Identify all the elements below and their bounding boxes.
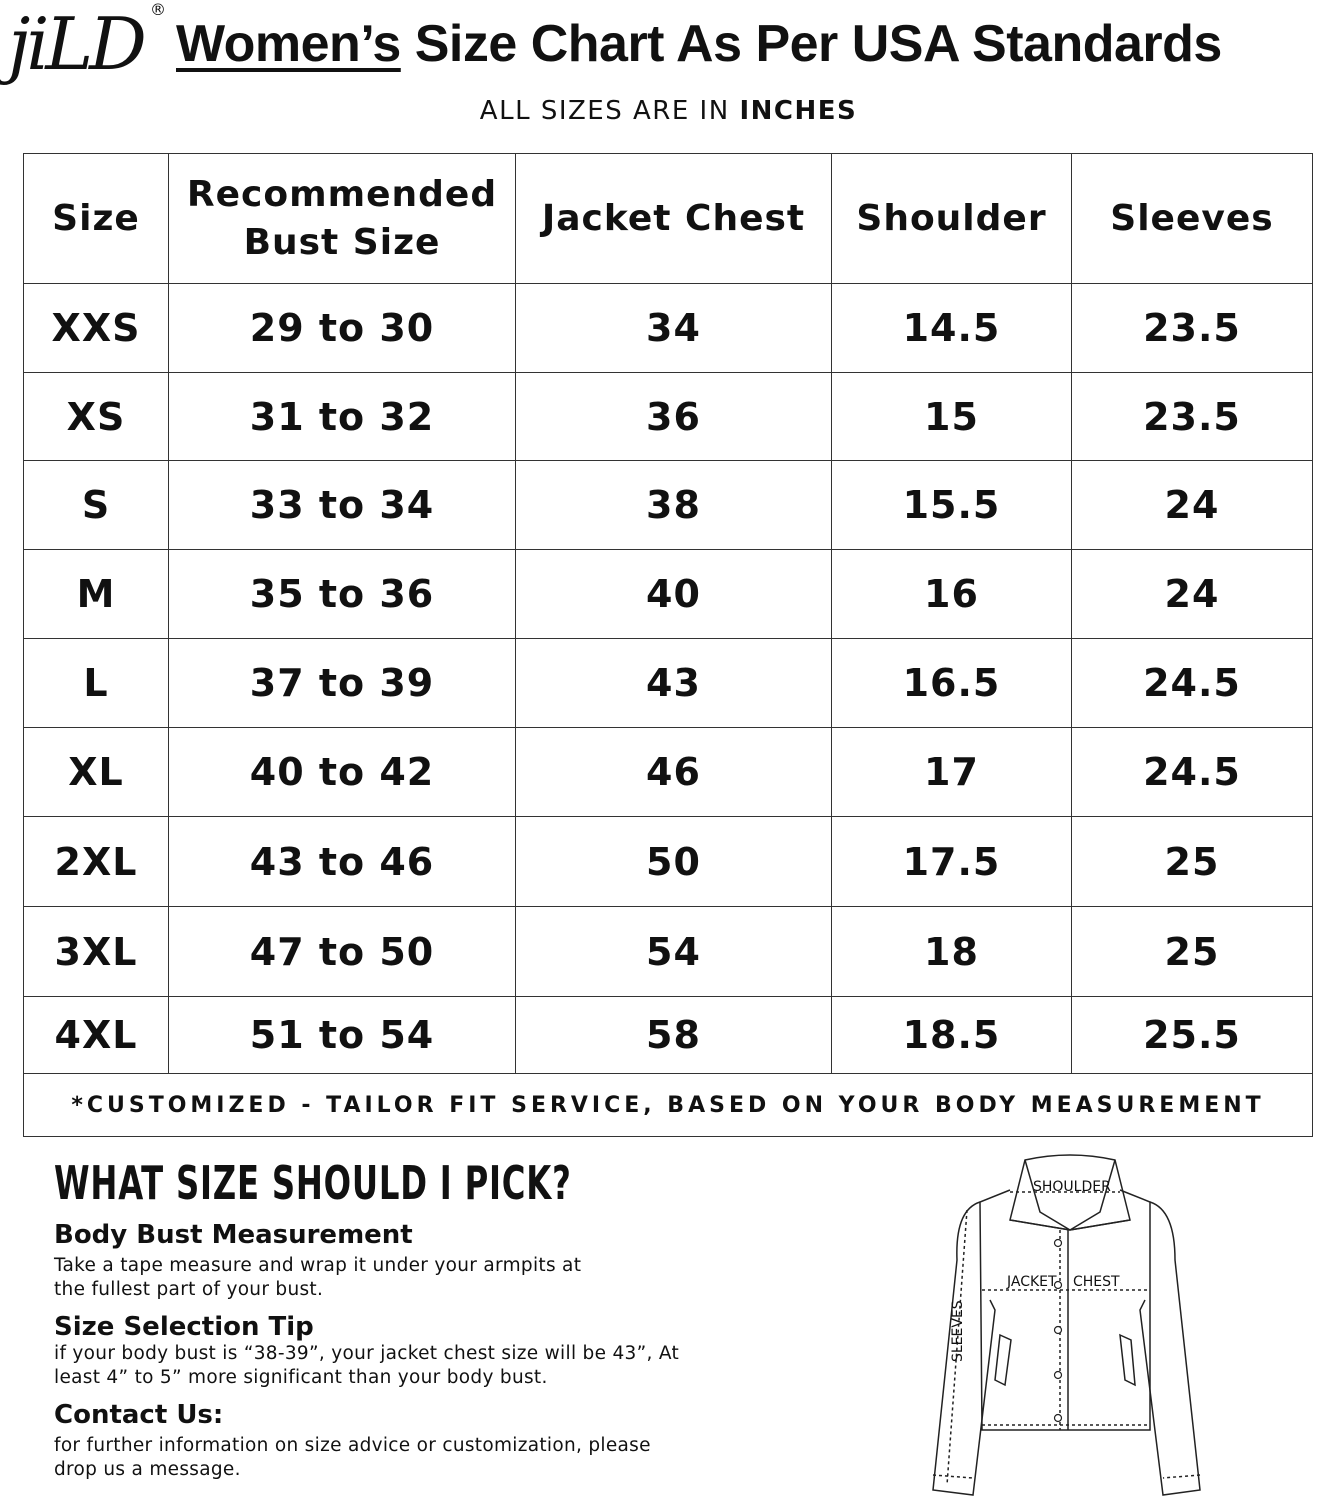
cell-size: 2XL [24, 817, 169, 907]
right-pocket [1120, 1335, 1135, 1385]
cell-size: XL [24, 728, 169, 817]
cell-shoulder: 14.5 [832, 284, 1072, 373]
table-row [24, 639, 1313, 728]
right-sleeve [1140, 1202, 1200, 1495]
cell-size: S [24, 461, 169, 550]
chest-label: CHEST [1073, 1274, 1120, 1290]
cell-chest: 40 [516, 550, 832, 639]
table-row [24, 997, 1313, 1074]
cell-bust: 47 to 50 [169, 907, 516, 997]
cell-sleeves: 24.5 [1072, 639, 1313, 728]
cell-shoulder: 17.5 [832, 817, 1072, 907]
cell-chest: 43 [516, 639, 832, 728]
table-row [24, 817, 1313, 907]
cell-size: L [24, 639, 169, 728]
button [1055, 1240, 1062, 1247]
jacket-body [980, 1190, 1150, 1430]
button [1055, 1327, 1062, 1334]
cell-sleeves: 25 [1072, 907, 1313, 997]
table-header-row [24, 154, 1313, 284]
cell-size: XS [24, 373, 169, 461]
header-shoulder: Shoulder [832, 154, 1072, 284]
size-chart-table [23, 153, 1313, 1137]
cell-size: 4XL [24, 997, 169, 1074]
section-text: Take a tape measure and wrap it under your armpits at the fullest part of your bust. [54, 1255, 582, 1300]
table-row [24, 461, 1313, 550]
jacket-collar-inner [1010, 1160, 1130, 1230]
header-size: Size [24, 154, 169, 284]
units-subtitle [0, 96, 1337, 126]
button [1055, 1415, 1062, 1422]
left-pocket [995, 1335, 1011, 1385]
guide-heading: WHAT SIZE SHOULD I PICK? [54, 1156, 572, 1210]
cell-shoulder: 15.5 [832, 461, 1072, 550]
button [1055, 1372, 1062, 1379]
cell-shoulder: 17 [832, 728, 1072, 817]
jacket-label: JACKET [1007, 1274, 1057, 1290]
header-bust-label: Recommended Bust Size [186, 173, 498, 263]
footnote-row [24, 1074, 1313, 1137]
cell-chest: 58 [516, 997, 832, 1074]
section-text: if your body bust is “38-39”, your jacket chest size will be 43”, At least 4” to 5” more significant than your body bust. [54, 1343, 680, 1388]
table-row [24, 373, 1313, 461]
cell-chest: 36 [516, 373, 832, 461]
cell-shoulder: 18.5 [832, 997, 1072, 1074]
cell-size: M [24, 550, 169, 639]
cell-bust: 37 to 39 [169, 639, 516, 728]
section-text: for further information on size advice or customization, please drop us a message. [54, 1435, 651, 1480]
subtitle-prefix: ALL SIZES ARE IN [479, 96, 740, 126]
cell-bust: 31 to 32 [169, 373, 516, 461]
table-row [24, 550, 1313, 639]
section-title: Contact Us: [54, 1400, 224, 1430]
registered-mark: ® [150, 0, 166, 19]
cell-bust: 43 to 46 [169, 817, 516, 907]
header-jacket-chest: Jacket Chest [516, 154, 832, 284]
cell-sleeves: 25.5 [1072, 997, 1313, 1074]
cell-shoulder: 16.5 [832, 639, 1072, 728]
cell-sleeves: 24.5 [1072, 728, 1313, 817]
cell-bust: 51 to 54 [169, 997, 516, 1074]
table-row [24, 907, 1313, 997]
section-title: Body Bust Measurement [54, 1220, 413, 1250]
cell-sleeves: 24 [1072, 550, 1313, 639]
cell-bust: 29 to 30 [169, 284, 516, 373]
jacket-measurement-diagram [925, 1150, 1215, 1500]
logo-text: jiLD [8, 2, 143, 86]
cell-shoulder: 15 [832, 373, 1072, 461]
cell-chest: 38 [516, 461, 832, 550]
size-guide [54, 1156, 754, 1482]
cell-sleeves: 23.5 [1072, 284, 1313, 373]
customization-footnote: *CUSTOMIZED - TAILOR FIT SERVICE, BASED ON YOUR BODY MEASUREMENT [24, 1074, 1313, 1137]
cell-bust: 40 to 42 [169, 728, 516, 817]
header-sleeves: Sleeves [1072, 154, 1313, 284]
title-underlined-word: Women’s [176, 15, 401, 73]
table-row [24, 728, 1313, 817]
cell-bust: 33 to 34 [169, 461, 516, 550]
cell-chest: 50 [516, 817, 832, 907]
cell-shoulder: 16 [832, 550, 1072, 639]
section-title: Size Selection Tip [54, 1312, 314, 1342]
cell-size: 3XL [24, 907, 169, 997]
cell-sleeves: 24 [1072, 461, 1313, 550]
cell-size: XXS [24, 284, 169, 373]
cell-bust: 35 to 36 [169, 550, 516, 639]
cell-chest: 46 [516, 728, 832, 817]
title-rest: Size Chart As Per USA Standards [400, 15, 1222, 73]
subtitle-units: INCHES [739, 96, 858, 126]
header-bust [169, 154, 516, 284]
cell-shoulder: 18 [832, 907, 1072, 997]
cell-sleeves: 25 [1072, 817, 1313, 907]
page-title [176, 14, 1222, 74]
cell-chest: 54 [516, 907, 832, 997]
shoulder-label: SHOULDER [1033, 1179, 1111, 1195]
cell-chest: 34 [516, 284, 832, 373]
table-row [24, 284, 1313, 373]
cell-sleeves: 23.5 [1072, 373, 1313, 461]
sleeves-label: SLEEVES [950, 1300, 966, 1362]
